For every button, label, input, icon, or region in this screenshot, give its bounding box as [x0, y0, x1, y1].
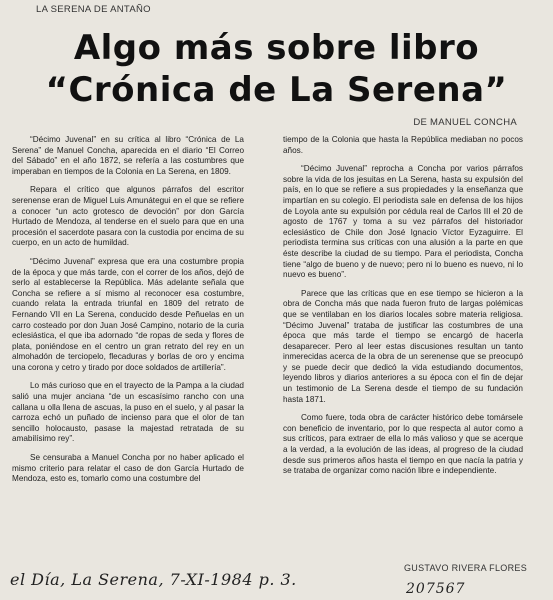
paragraph: tiempo de la Colonia que hasta la República mediaban no pocos años.: [283, 135, 523, 155]
section-header: LA SERENA DE ANTAÑO: [36, 4, 151, 15]
paragraph: “Décimo Juvenal” expresa que era una costumbre propia de la época y que más tarde, con el correr de los años, dejó de serlo al establecerse la República. Más adelante señala que Concha se refiere a sí mismo al reconocer esa costumbre, cuando relata la entrada triunfal en 1809 del retrato de Fernando VII en La Serena, conducido desde Peñuelas en un carro costeado por don Juan José Campino, notario de la curia eclesiástica, el que iba adornado “de ropas de seda y flores de plata, poniéndose en el centro un gran retrato del rey en un almohadón de terciopelo, flecaduras y borlas de oro y encima una corona y cetro y tirado por doce soldados de artillería”.: [12, 256, 244, 372]
article-column-left: [12, 135, 244, 493]
paragraph: Lo más curioso que en el trayecto de la Pampa a la ciudad salió una mujer anciana “de un escasísimo rancho con una callana u olla llena de ascuas, la puso en el suelo, y al pasar la carroza echó un puñado de incienso para que el olor de tan sencillo holocausto, pasase la majestad retratada de su amabilísimo rey”.: [12, 381, 244, 444]
headline-line-2: “Crónica de La Serena”: [45, 70, 508, 110]
handwritten-source-note: el Día, La Serena, 7-XI-1984 p. 3.: [10, 570, 297, 589]
paragraph: Como fuere, toda obra de carácter histórico debe tomársele con beneficio de inventario, por lo que respecta al autor como a sus críticos, para extraer de ella lo más valioso y que se acerque a la verdad, a la evolución de las ideas, al progreso de la ciudad desde sus primeros años hasta el tiempo en que nacía la patria y se trataba de organizar como nación libre e independiente.: [283, 413, 523, 476]
paragraph: “Décimo Juvenal” en su crítica al libro “Crónica de La Serena” de Manuel Concha, aparecida en el diario “El Correo del Sábado” en el año 1872, se refería a las costumbres que imperaban en tiempos de la Colonia en La Serena, en 1809.: [12, 135, 244, 176]
headline-line-1: Algo más sobre libro: [73, 28, 480, 68]
paragraph: Se censuraba a Manuel Concha por no haber aplicado el mismo criterio para relatar el caso de don García Hurtado de Mendoza, esto es, tomarlo como una costumbre del: [12, 453, 244, 484]
archive-number: 207567: [406, 581, 466, 597]
author-signature: GUSTAVO RIVERA FLORES: [404, 563, 527, 573]
byline-subject: DE MANUEL CONCHA: [413, 117, 517, 128]
article-column-right: [283, 135, 523, 485]
paragraph: “Décimo Juvenal” reprocha a Concha por varios párrafos sobre la vida de los jesuitas en La Serena, hasta su expulsión del país, en lo que se refiere a sus propiedades y la enseñanza que impartían en su colegio. El periodista sale en defensa de los hijos de Loyola ante su expulsión por cédula real de Carlos III el 20 de agosto de 1767 y toma a su vez párrafos del historiador eclesiástico de Chile don José Ignacio Víctor Eyzaguirre. El periodista termina sus críticas con una alusión a la parte en que éste describe la ciudad de su tiempo. Para el periodista, Concha tiene “algo de bueno y de nuevo; pero ni lo bueno es nuevo, ni lo nuevo es bueno”.: [283, 164, 523, 280]
paragraph: Parece que las críticas que en ese tiempo se hicieron a la obra de Concha más que nada fueron fruto de largas polémicas que se ventilaban en los diarios locales sobre materia religiosa. “Décimo Juvenal” trataba de justificar las costumbres de una época que más tarde el tiempo se encargó de hacerla desaparecer. Pero al leer estas discusiones resultan un tanto inmerecidas acerca de la obra de un serenense que se preocupó y se puede decir que dedicó la vida estudiando documentos, leyendo libros y diarios anteriores a su época con el fin de dejar un testimonio de La Serena desde el tiempo de su fundación hasta 1871.: [283, 288, 523, 404]
paragraph: Repara el crítico que algunos párrafos del escritor serenense eran de Miguel Luis Amunátegui en el que se refiere a conocer “un acto grotesco de devoción” por don García Hurtado de Mendoza, al tenderse en el suelo para que en una procesión el sacerdote pasara con la custodia por encima de su cuerpo, en un acto de humildad.: [12, 185, 244, 248]
